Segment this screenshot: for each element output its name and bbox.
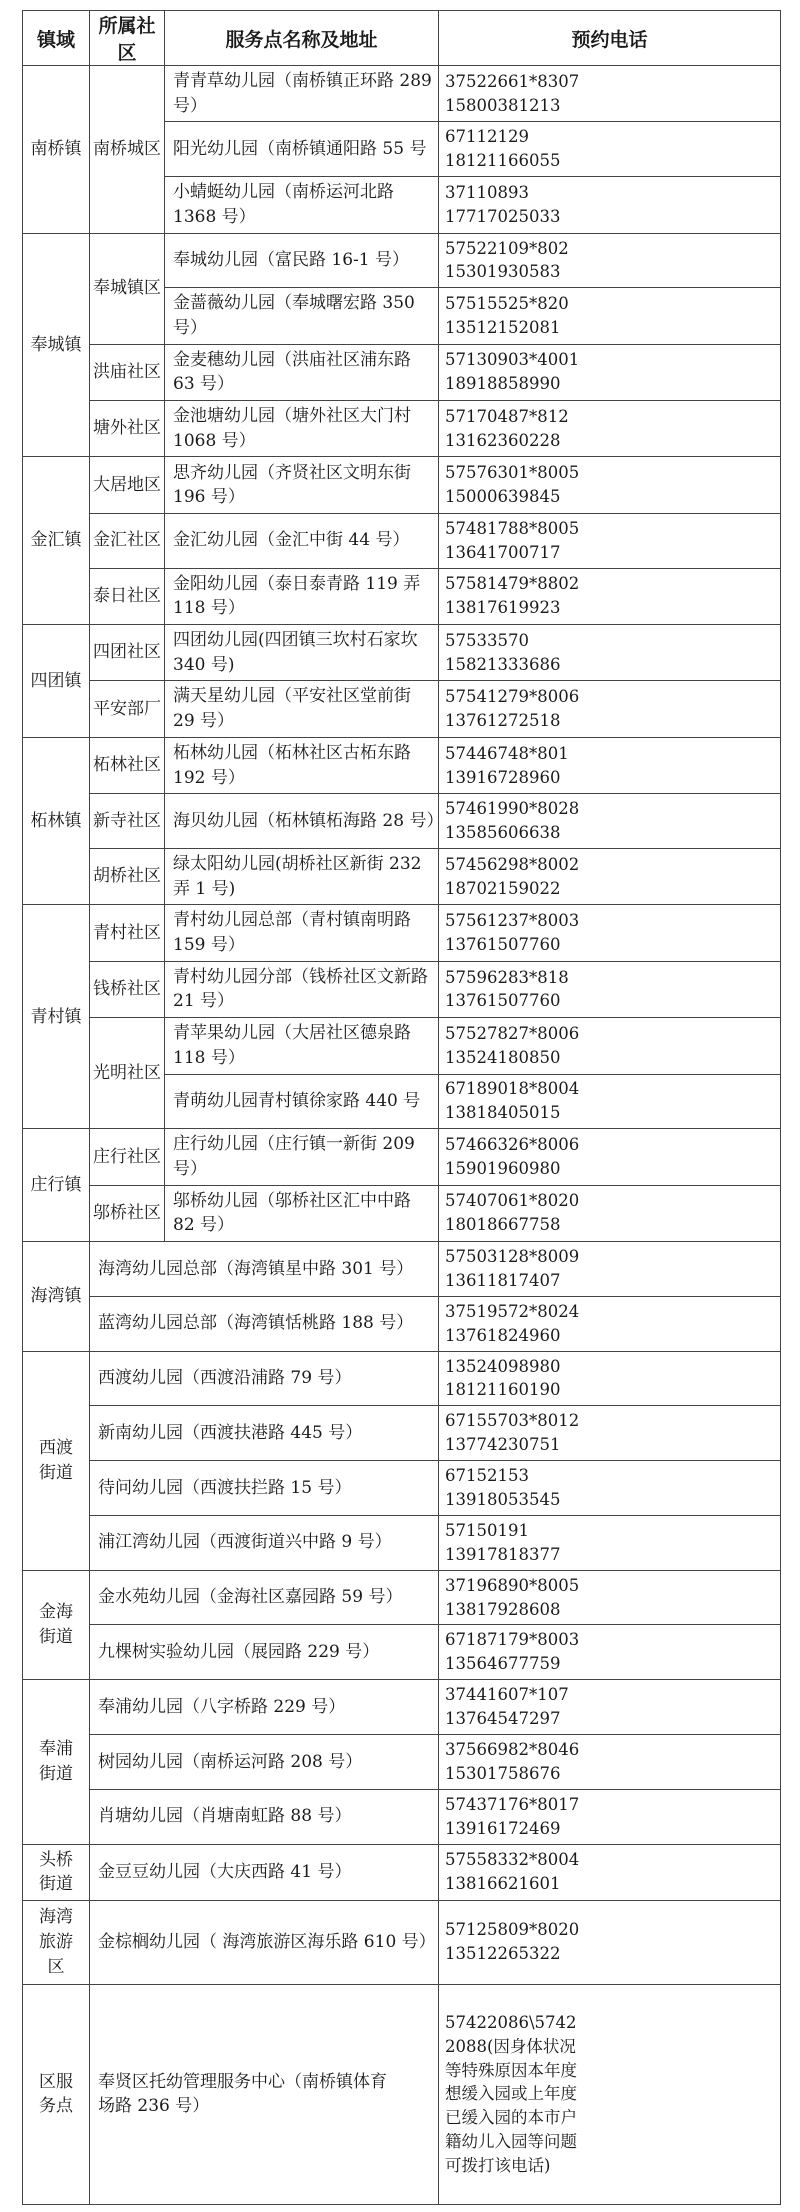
phone-number: 13818405015 [445,1103,561,1123]
phone-cell [439,961,781,1017]
town-cell [23,1351,90,1570]
service-point-cell: 海贝幼儿园（柘林镇柘海路 28 号） [165,794,439,849]
town-cell [23,1570,90,1680]
header-service-point: 服务点名称及地址 [165,11,439,66]
phone-number: 13162360228 [445,430,561,450]
phone-number: 57541279*8006 [445,687,580,707]
town-name: 金汇镇 [30,530,82,551]
phone-number: 13761272518 [445,711,561,731]
community-cell: 庄行社区 [90,1129,165,1185]
phone-number: 57522109*802 [445,238,569,258]
phone-number: 13524180850 [445,1047,561,1067]
phone-number: 13611817407 [445,1270,561,1290]
phone-cell [439,66,781,122]
service-point-cell: 待问幼儿园（西渡扶拦路 15 号） [90,1461,439,1516]
phone-cell [439,1018,781,1074]
service-point-cell: 奉城幼儿园（富民路 16-1 号） [165,233,439,288]
phone-cell [439,344,781,400]
phone-number: 15301930583 [445,262,561,282]
phone-number: 57558332*8004 [445,1850,580,1870]
phone-cell [439,625,781,681]
town-cell [23,625,90,738]
service-point-cell: 金豆豆幼儿园（大庆西路 41 号） [90,1844,439,1900]
phone-number: 13761507760 [445,935,561,955]
service-point-cell: 阳光幼儿园（南桥镇通阳路 55 号 [165,122,439,177]
phone-number: 13817619923 [445,598,561,618]
phone-number: 37441607*107 [445,1685,569,1705]
phone-number: 18918858990 [445,374,561,394]
phone-cell [439,1351,781,1406]
community-cell: 光明社区 [90,1018,165,1129]
service-point-cell: 金水苑幼儿园（金海社区嘉园路 59 号） [90,1570,439,1625]
phone-cell [439,177,781,233]
phone-number: 37522661*8307 [445,71,580,91]
table-row [23,905,781,961]
phone-number: 57596283*818 [445,967,569,987]
phone-number: 18018667758 [445,1215,561,1235]
community-cell: 塘外社区 [90,401,165,457]
phone-number: 15901960980 [445,1158,561,1178]
service-point-cell: 金棕榈幼儿园（ 海湾旅游区海乐路 610 号） [90,1900,439,1984]
table-row [23,457,781,513]
town-cell [23,905,90,1129]
service-point-cell: 青村幼儿园分部（钱桥社区文新路 21 号） [165,961,439,1017]
service-point-cell: 树园幼儿园（南桥运河路 208 号） [90,1734,439,1789]
phone-number: 67187179*8003 [445,1630,580,1650]
town-name: 奉浦街道 [39,1739,73,1784]
service-point-cell: 海湾幼儿园总部（海湾镇星中路 301 号） [90,1242,439,1297]
service-point-cell: 金蔷薇幼儿园（奉城曙宏路 350 号） [165,288,439,344]
phone-number: 67155703*8012 [445,1411,580,1431]
table-row [23,1734,781,1789]
phone-cell [439,1844,781,1900]
service-point-cell: 金池塘幼儿园（塘外社区大门村 1068 号） [165,401,439,457]
town-name: 海湾旅游区 [39,1907,73,1977]
town-name: 金海街道 [39,1602,73,1647]
phone-cell [439,1406,781,1461]
town-cell [23,737,90,905]
phone-number: 37196890*8005 [445,1575,580,1595]
table-row [23,1185,781,1241]
kindergarten-appointment-table-sheet [22,10,780,2205]
phone-number: 13816621601 [445,1874,561,1894]
header-town: 镇域 [23,11,90,66]
phone-number: 13916172469 [445,1818,561,1838]
town-cell [23,1129,90,1242]
table-row [23,1296,781,1351]
phone-number: 13564677759 [445,1654,561,1674]
town-name: 柘林镇 [30,810,82,831]
town-cell [23,1680,90,1844]
phone-number: 57503128*8009 [445,1247,580,1267]
community-cell: 四团社区 [90,625,165,681]
phone-cell [439,848,781,904]
table-row [23,794,781,849]
phone-cell [439,457,781,513]
phone-number: 57481788*8005 [445,518,580,538]
table-header-row [23,11,781,66]
table-row [23,401,781,457]
table-row [23,737,781,793]
service-point-cell: 青苹果幼儿园（大居社区德泉路 118 号） [165,1018,439,1074]
table-row [23,1351,781,1406]
table-row [23,1018,781,1074]
service-point-cell: 四团幼儿园(四团镇三坎村石家坎 340 号) [165,625,439,681]
table-row [23,1844,781,1900]
phone-number: 37519572*8024 [445,1301,580,1321]
phone-number: 57446748*801 [445,743,569,763]
phone-number: 57437176*8017 [445,1794,580,1814]
phone-cell [439,794,781,849]
table-row [23,1900,781,1984]
phone-cell [439,1129,781,1185]
service-point-cell: 新南幼儿园（西渡扶港路 445 号） [90,1406,439,1461]
service-point-cell: 邬桥幼儿园（邬桥社区汇中中路 82 号） [165,1185,439,1241]
phone-number: 57576301*8005 [445,463,580,483]
phone-number: 57561237*8003 [445,911,580,931]
table-row [23,233,781,288]
service-point-cell: 西渡幼儿园（西渡沿浦路 79 号） [90,1351,439,1406]
phone-number: 57130903*4001 [445,350,580,370]
phone-cell [439,1984,781,2204]
phone-number: 15800381213 [445,95,561,115]
town-name: 青村镇 [30,1006,82,1027]
service-point-cell: 青村幼儿园总部（青村镇南明路 159 号） [165,905,439,961]
table-row [23,961,781,1017]
table-body [23,66,781,2205]
community-cell: 平安部厂 [90,681,165,737]
phone-number: 17717025033 [445,206,561,226]
phone-cell [439,1734,781,1789]
town-cell [23,1984,90,2204]
service-point-cell: 奉贤区托幼管理服务中心（南桥镇体育场路 236 号） [90,1984,439,2204]
town-cell [23,1844,90,1900]
phone-number: 13641700717 [445,542,561,562]
service-point-cell: 满天星幼儿园（平安社区堂前街 29 号） [165,681,439,737]
town-name: 头桥街道 [39,1849,73,1895]
phone-cell [439,288,781,344]
phone-number: 13764547297 [445,1709,561,1729]
table-row [23,66,781,122]
service-point-cell: 绿太阳幼儿园(胡桥社区新街 232 弄 1 号) [165,848,439,904]
phone-number: 13524098980 [445,1356,561,1376]
phone-cell [439,905,781,961]
table-row [23,1129,781,1185]
phone-number: 67152153 [445,1466,529,1486]
phone-cell [439,1680,781,1735]
table-row [23,513,781,568]
phone-number: 15821333686 [445,654,561,674]
phone-number: 57407061*8020 [445,1191,580,1211]
service-point-cell: 金汇幼儿园（金汇中街 44 号） [165,513,439,568]
phone-number: 15301758676 [445,1763,561,1783]
phone-cell [439,401,781,457]
town-cell [23,1242,90,1352]
community-cell: 南桥城区 [90,66,165,234]
phone-number: 37110893 [445,182,529,202]
phone-number: 57527827*8006 [445,1023,580,1043]
phone-number: 13774230751 [445,1435,561,1455]
town-name: 庄行镇 [30,1174,82,1195]
phone-number: 13916728960 [445,767,561,787]
phone-number: 57456298*8002 [445,854,580,874]
phone-number: 13761824960 [445,1325,561,1345]
table-row [23,1680,781,1735]
phone-number: 57422086\57422088(因身体状况等特殊原因本年度想缓入园或上年度已缓入园的本市户籍幼儿入园等问题可拨打该电话) [445,2012,577,2176]
header-phone: 预约电话 [439,11,781,66]
phone-number: 57170487*812 [445,406,569,426]
service-point-cell: 肖塘幼儿园（肖塘南虹路 88 号） [90,1789,439,1844]
phone-number: 67112129 [445,127,529,147]
service-point-cell: 蓝湾幼儿园总部（海湾镇恬桃路 188 号） [90,1296,439,1351]
phone-number: 13761507760 [445,991,561,1011]
phone-cell [439,1074,781,1129]
phone-cell [439,233,781,288]
phone-cell [439,122,781,177]
town-name: 西渡街道 [39,1438,73,1483]
table-row [23,1789,781,1844]
service-point-cell: 九棵树实验幼儿园（展园路 229 号） [90,1625,439,1680]
phone-cell [439,1570,781,1625]
table-row [23,1570,781,1625]
town-cell [23,457,90,625]
table-row [23,1625,781,1680]
table-row [23,1461,781,1516]
table-row [23,681,781,737]
town-cell [23,66,90,234]
community-cell: 大居地区 [90,457,165,513]
phone-cell [439,1242,781,1297]
table-row [23,625,781,681]
phone-number: 15000639845 [445,487,561,507]
service-point-cell: 奉浦幼儿园（八字桥路 229 号） [90,1680,439,1735]
phone-number: 57125809*8020 [445,1920,580,1940]
phone-number: 18121166055 [445,151,561,171]
table-row [23,1406,781,1461]
table-row [23,1515,781,1570]
community-cell: 洪庙社区 [90,344,165,400]
town-name: 海湾镇 [30,1286,82,1307]
table-row [23,568,781,624]
phone-number: 13817928608 [445,1599,561,1619]
phone-cell [439,1900,781,1984]
service-point-cell: 青青草幼儿园（南桥镇正环路 289 号） [165,66,439,122]
town-name: 四团镇 [30,670,82,691]
phone-cell [439,1515,781,1570]
phone-number: 67189018*8004 [445,1079,580,1099]
table-row [23,344,781,400]
phone-number: 13512265322 [445,1944,561,1964]
phone-cell [439,1625,781,1680]
phone-cell [439,681,781,737]
phone-number: 13512152081 [445,318,561,337]
town-cell [23,1900,90,1984]
community-cell: 青村社区 [90,905,165,961]
phone-number: 57466326*8006 [445,1135,580,1155]
table-row [23,1242,781,1297]
phone-number: 57150191 [445,1520,529,1540]
phone-number: 57461990*8028 [445,799,580,819]
phone-cell [439,1185,781,1241]
phone-number: 18121160190 [445,1380,561,1400]
community-cell: 胡桥社区 [90,848,165,904]
header-community: 所属社区 [90,11,165,66]
table-row [23,848,781,904]
town-cell [23,233,90,457]
service-point-cell: 金麦穗幼儿园（洪庙社区浦东路 63 号） [165,344,439,400]
community-cell: 新寺社区 [90,794,165,849]
community-cell: 邬桥社区 [90,1185,165,1241]
phone-cell [439,1461,781,1516]
phone-number: 37566982*8046 [445,1739,580,1759]
service-point-cell: 小蜻蜓幼儿园（南桥运河北路 1368 号） [165,177,439,233]
community-cell: 金汇社区 [90,513,165,568]
phone-number: 18702159022 [445,878,561,898]
town-name: 奉城镇 [30,334,82,355]
phone-number: 13585606638 [445,823,561,843]
service-point-cell: 思齐幼儿园（齐贤社区文明东街 196 号） [165,457,439,513]
phone-number: 57515525*820 [445,294,569,314]
community-cell: 柘林社区 [90,737,165,793]
community-cell: 钱桥社区 [90,961,165,1017]
service-point-cell: 庄行幼儿园（庄行镇一新街 209 号） [165,1129,439,1185]
phone-number: 57581479*8802 [445,574,580,594]
service-point-cell: 青萌幼儿园青村镇徐家路 440 号 [165,1074,439,1129]
community-cell: 泰日社区 [90,568,165,624]
kindergarten-appointment-table [22,10,781,2205]
phone-cell [439,737,781,793]
phone-number: 57533570 [445,630,529,650]
town-name: 区服务点 [39,2071,73,2117]
phone-number: 13918053545 [445,1490,561,1510]
service-point-cell: 柘林幼儿园（柘林社区古柘东路 192 号） [165,737,439,793]
phone-cell [439,513,781,568]
community-cell: 奉城镇区 [90,233,165,344]
town-name: 南桥镇 [30,138,82,159]
phone-number: 13917818377 [445,1544,561,1564]
service-point-cell: 金阳幼儿园（泰日泰青路 119 弄 118 号） [165,568,439,624]
phone-cell [439,1789,781,1844]
phone-cell [439,568,781,624]
phone-cell [439,1296,781,1351]
table-row [23,1984,781,2204]
service-point-cell: 浦江湾幼儿园（西渡街道兴中路 9 号） [90,1515,439,1570]
